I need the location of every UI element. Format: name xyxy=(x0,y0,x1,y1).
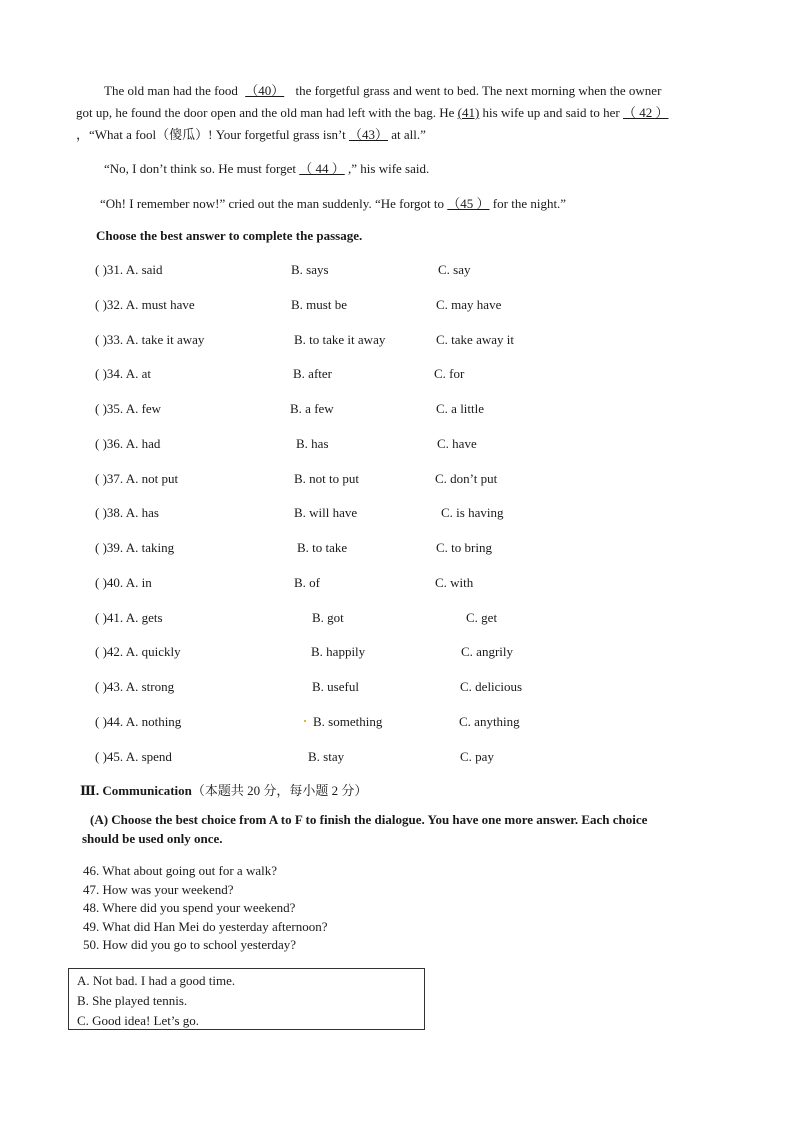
text: The old man had the food xyxy=(104,83,238,98)
passage-line-4 xyxy=(104,158,429,177)
blank-45: （45 ） xyxy=(447,196,490,211)
dialogue-question-46: 46. What about going out for a walk? xyxy=(83,863,277,878)
text: for the night.” xyxy=(492,196,567,211)
choice-b: B. She played tennis. xyxy=(77,993,188,1008)
question-34-option-c: C. for xyxy=(434,366,465,381)
question-36-option-c: C. have xyxy=(437,436,477,451)
answer-choices-box xyxy=(68,968,425,1030)
question-33-option-c: C. take away it xyxy=(436,332,514,347)
text: ，“What a fool（傻瓜）! Your forgetful grass isn’t xyxy=(76,127,346,142)
blank-42: （ 42 ） xyxy=(622,105,669,120)
passage-line-3 xyxy=(76,124,426,143)
question-32-option-b: B. must be xyxy=(291,297,347,312)
question-41-option-b: B. got xyxy=(312,610,344,625)
question-38-option-b: B. will have xyxy=(294,505,358,520)
dialogue-question-50: 50. How did you go to school yesterday? xyxy=(83,937,297,952)
question-44-option-a: ( )44. A. nothing xyxy=(95,714,182,729)
question-32-option-c: C. may have xyxy=(436,297,502,312)
question-38-option-c: C. is having xyxy=(441,505,504,520)
question-44-option-c: C. anything xyxy=(459,714,520,729)
question-43-option-a: ( )43. A. strong xyxy=(95,679,175,694)
question-40-option-c: C. with xyxy=(435,575,474,590)
section-3-instruction-2: should be used only once. xyxy=(82,831,223,846)
question-33-option-a: ( )33. A. take it away xyxy=(95,332,205,347)
section-3-instruction-1: (A) Choose the best choice from A to F to finish the dialogue. You have one more answer. Each choice xyxy=(90,812,648,827)
dialogue-question-49: 49. What did Han Mei do yesterday afternoon? xyxy=(83,919,328,934)
question-36-option-a: ( )36. A. had xyxy=(95,436,161,451)
question-31-option-a: ( )31. A. said xyxy=(95,262,163,277)
question-41-option-c: C. get xyxy=(466,610,498,625)
question-38-option-a: ( )38. A. has xyxy=(95,505,159,520)
question-45-option-a: ( )45. A. spend xyxy=(95,749,172,764)
blank-43: （43） xyxy=(348,127,388,142)
text: “No, I don’t think so. He must forget xyxy=(104,161,296,176)
text: at all.” xyxy=(391,127,426,142)
passage-line-1 xyxy=(104,80,661,99)
question-32-option-a: ( )32. A. must have xyxy=(95,297,195,312)
question-33-option-b: B. to take it away xyxy=(294,332,386,347)
instruction-heading: Choose the best answer to complete the passage. xyxy=(96,228,363,243)
question-42-option-b: B. happily xyxy=(311,644,366,659)
stray-mark xyxy=(304,720,306,722)
question-39-option-a: ( )39. A. taking xyxy=(95,540,175,555)
question-31-option-b: B. says xyxy=(291,262,329,277)
question-34-option-a: ( )34. A. at xyxy=(95,366,151,381)
blank-40: （40） xyxy=(245,83,285,98)
text: his wife up and said to her xyxy=(482,105,620,120)
passage-line-2 xyxy=(76,102,669,121)
text: got up, he found the door open and the old man had left with the bag. He xyxy=(76,105,455,120)
text: “Oh! I remember now!” cried out the man suddenly. “He forgot to xyxy=(100,196,445,211)
text: the forgetful grass and went to bed. The next morning when the owner xyxy=(295,83,662,98)
section-note: （本题共 20 分，每小题 2 分） xyxy=(191,783,368,798)
question-31-option-c: C. say xyxy=(438,262,471,277)
question-35-option-b: B. a few xyxy=(290,401,334,416)
question-42-option-a: ( )42. A. quickly xyxy=(95,644,181,659)
question-45-option-c: C. pay xyxy=(460,749,494,764)
choice-c: C. Good idea! Let’s go. xyxy=(77,1013,200,1028)
question-43-option-c: C. delicious xyxy=(460,679,523,694)
question-35-option-c: C. a little xyxy=(436,401,485,416)
question-34-option-b: B. after xyxy=(293,366,332,381)
section-title: Ⅲ. Communication xyxy=(80,783,192,798)
question-45-option-b: B. stay xyxy=(308,749,345,764)
passage-line-5 xyxy=(100,193,566,212)
question-43-option-b: B. useful xyxy=(312,679,359,694)
question-44-option-b: B. something xyxy=(313,714,383,729)
question-39-option-b: B. to take xyxy=(297,540,348,555)
dialogue-question-48: 48. Where did you spend your weekend? xyxy=(83,900,296,915)
blank-41: (41) xyxy=(457,105,480,120)
text: ,” his wife said. xyxy=(348,161,430,176)
question-39-option-c: C. to bring xyxy=(436,540,492,555)
question-37-option-c: C. don’t put xyxy=(435,471,498,486)
question-42-option-c: C. angrily xyxy=(461,644,513,659)
question-35-option-a: ( )35. A. few xyxy=(95,401,162,416)
choice-a: A. Not bad. I had a good time. xyxy=(77,973,236,988)
question-40-option-b: B. of xyxy=(294,575,320,590)
dialogue-question-47: 47. How was your weekend? xyxy=(83,882,234,897)
blank-44: （ 44 ） xyxy=(299,161,345,176)
question-37-option-a: ( )37. A. not put xyxy=(95,471,179,486)
question-36-option-b: B. has xyxy=(296,436,329,451)
section-3-heading xyxy=(80,780,367,799)
question-40-option-a: ( )40. A. in xyxy=(95,575,152,590)
question-37-option-b: B. not to put xyxy=(294,471,360,486)
question-41-option-a: ( )41. A. gets xyxy=(95,610,163,625)
